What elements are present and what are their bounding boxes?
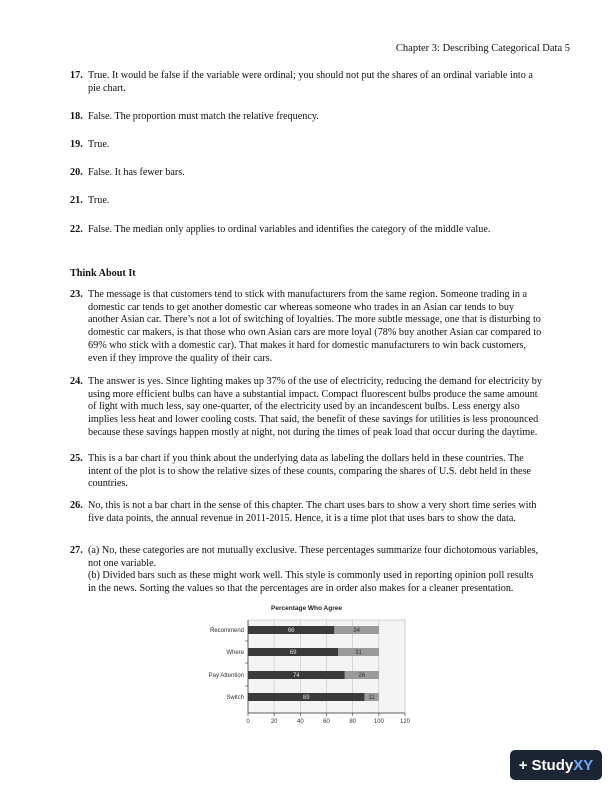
answer-item bbox=[70, 195, 570, 208]
answer-item bbox=[70, 167, 570, 180]
answer-text: 69% who stick with a domestic car). That makes it hard for domestic manufacturers to win back customers, bbox=[88, 339, 527, 351]
answer-text: The message is that customers tend to stick with manufacturers from the same region. Someone trading in a bbox=[88, 289, 528, 300]
answer-text: five data points, the annual revenue in 2011-2015. Hence, it is a time plot that uses bars to show the data. bbox=[88, 512, 516, 524]
answer-text: using more efficient bulbs can have a substantial impact. Compact fluorescent bulbs produce the same amount bbox=[88, 388, 538, 400]
category-label: Pay Attention bbox=[208, 673, 244, 679]
answer-number: 18. bbox=[70, 111, 83, 122]
category-label: Where bbox=[226, 650, 244, 656]
answer-text: pie chart. bbox=[88, 82, 126, 94]
answer-text: True. bbox=[88, 139, 110, 150]
answer-item bbox=[70, 453, 570, 491]
answer-text: another Asian car. There’s not a lot of switching of loyalties. The more subtle message, one that is disturbing to bbox=[88, 314, 541, 326]
answer-text: The answer is yes. Since lighting makes up 37% of the use of electricity, reducing the demand for electricity by bbox=[88, 376, 542, 387]
answer-text: in the news. Sorting the values so that the percentages are in order also makes for a cleaner presentation. bbox=[88, 582, 514, 594]
answer-item bbox=[70, 139, 570, 152]
x-tick-label: 120 bbox=[399, 719, 411, 725]
x-tick-label: 0 bbox=[246, 719, 250, 725]
answer-text: This is a bar chart if you think about the underlying data as labeling the dollars held in these countries. The bbox=[88, 453, 524, 464]
answer-item bbox=[70, 376, 570, 440]
category-label: Recommend bbox=[209, 628, 244, 634]
answer-number: 19. bbox=[70, 139, 83, 150]
answer-text: True. It would be false if the variable were ordinal; you should not put the shares of an ordinal variable into a bbox=[88, 70, 533, 81]
answer-text: implies less heat and lower cooling costs. That said, the benefit of these savings for utilities is less pronounced bbox=[88, 414, 539, 426]
x-tick-label: 20 bbox=[270, 719, 278, 725]
answer-text: not one variable. bbox=[88, 557, 157, 569]
answer-text: domestic car makers, is that those who own Asian cars are more loyal (78% buy another Asian car compared to bbox=[88, 327, 542, 339]
x-tick-label: 100 bbox=[373, 719, 384, 725]
running-header: Chapter 3: Describing Categorical Data 5 bbox=[395, 43, 570, 54]
answer-text: because these savings happen mostly at night, not during the times of peak load that occur during the daytime. bbox=[88, 426, 538, 438]
answer-number: 22. bbox=[70, 224, 83, 235]
answer-text: (b) Divided bars such as these might work well. This style is commonly used in reporting opinion poll results bbox=[88, 570, 534, 581]
answer-item bbox=[70, 111, 570, 124]
category-label: Switch bbox=[226, 695, 244, 701]
answer-item bbox=[70, 545, 570, 570]
divided-bar-chart bbox=[190, 600, 430, 730]
data-label: 69 bbox=[289, 650, 297, 656]
data-label: 34 bbox=[353, 628, 360, 634]
answer-text: countries. bbox=[88, 478, 128, 490]
answer-27b bbox=[88, 570, 533, 595]
data-label: 31 bbox=[355, 650, 362, 656]
answer-text: No, this is not a bar chart in the sense of this chapter. The chart uses bars to show a very short time series with bbox=[88, 500, 537, 511]
answer-item bbox=[70, 224, 570, 237]
answer-text: (a) No, these categories are not mutually exclusive. These percentages summarize four dichotomous variables, bbox=[88, 545, 539, 556]
answer-text: False. The median only applies to ordinal variables and identifies the category of the middle value. bbox=[88, 224, 491, 235]
x-tick-label: 40 bbox=[296, 719, 304, 725]
answer-text: False. The proportion must match the relative frequency. bbox=[88, 111, 319, 122]
answer-number: 23. bbox=[70, 289, 83, 300]
studyxy-logo: + StudyXY bbox=[510, 750, 602, 780]
section-title: Think About It bbox=[70, 268, 136, 279]
data-label: 26 bbox=[358, 673, 366, 679]
answer-number: 27. bbox=[70, 545, 83, 556]
answer-text: even if they improve the quality of their cars. bbox=[88, 352, 273, 364]
data-label: 66 bbox=[287, 628, 295, 634]
chart-title: Percentage Who Agree bbox=[271, 605, 342, 612]
x-tick-label: 60 bbox=[323, 719, 330, 725]
answer-number: 26. bbox=[70, 500, 83, 511]
data-label: 74 bbox=[293, 673, 300, 679]
data-label: 11 bbox=[368, 695, 375, 701]
answer-number: 24. bbox=[70, 376, 83, 387]
plus-icon: + bbox=[518, 756, 528, 774]
answer-text: of light with much less, say one-quarter, of the electricity used by an incandescent bulbs. Less energy also bbox=[88, 401, 520, 413]
answer-item bbox=[70, 289, 570, 365]
x-tick-label: 80 bbox=[349, 719, 357, 725]
answer-text: False. It has fewer bars. bbox=[88, 167, 185, 178]
answer-number: 25. bbox=[70, 453, 83, 464]
answer-item bbox=[70, 70, 570, 95]
answer-text: True. bbox=[88, 195, 110, 206]
answer-number: 20. bbox=[70, 167, 83, 178]
data-label: 89 bbox=[302, 695, 310, 701]
answer-number: 21. bbox=[70, 195, 83, 206]
answer-number: 17. bbox=[70, 70, 83, 81]
answer-text: intent of the plot is to show the relative sizes of these counts, comparing the shares of U.S. debt held in these bbox=[88, 465, 532, 477]
answer-text: domestic car tends to get another domestic car whereas someone who trades in an Asian car tends to buy bbox=[88, 301, 515, 313]
answer-item bbox=[70, 500, 570, 525]
